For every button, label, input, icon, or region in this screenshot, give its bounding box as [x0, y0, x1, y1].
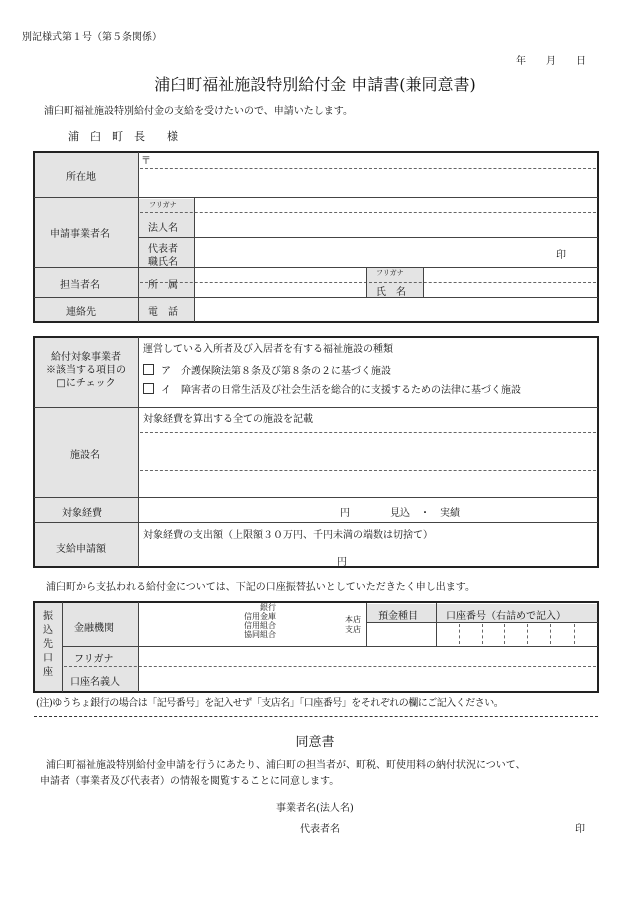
- rep-label: 代表者名: [300, 824, 340, 835]
- rep-name-field[interactable]: [196, 239, 536, 266]
- account-number-label: 口座番号（右詰めで記入）: [446, 611, 566, 622]
- furigana-holder-label: フリガナ: [74, 654, 114, 665]
- consent-seal: 印: [575, 824, 585, 835]
- corp-furigana-field[interactable]: [196, 199, 596, 211]
- target-label: 給付対象事業者 ※該当する項目の □にチェック: [46, 352, 126, 389]
- date-label: 年 月 日: [516, 56, 586, 67]
- address-field[interactable]: [196, 170, 596, 194]
- amount-note: 対象経費の支出額（上限額３０万円、千円未満の端数は切捨て）: [143, 530, 433, 541]
- facility-name-field[interactable]: [140, 434, 596, 496]
- rep-seal: 印: [556, 250, 566, 261]
- company-field[interactable]: [372, 797, 572, 813]
- contact-person-label: 担当者名: [60, 280, 100, 291]
- cost-unit: 円: [340, 508, 350, 519]
- company-label: 事業者名(法人名): [276, 803, 354, 814]
- amount-unit: 円: [337, 557, 347, 568]
- bank-name-field[interactable]: [140, 604, 234, 644]
- holder-furigana-field[interactable]: [140, 648, 596, 665]
- form-number: 別記様式第１号（第５条関係）: [22, 32, 162, 43]
- addressee: 浦 臼 町 長 様: [68, 130, 178, 143]
- address-label: 所在地: [66, 172, 96, 183]
- rep-field[interactable]: [372, 818, 562, 834]
- option-a-label: ア 介護保険法第８条及び第８条の２に基づく施設: [161, 366, 391, 377]
- person-name-label: 氏 名: [376, 287, 406, 298]
- applicant-label: 申請事業者名: [50, 229, 110, 240]
- branch-types: 本店 支店: [345, 615, 361, 634]
- amount-field[interactable]: [140, 541, 336, 565]
- account-number-field[interactable]: [438, 624, 596, 644]
- rep-title-label: 代表者: [148, 244, 178, 255]
- rep-name-label: 職氏名: [148, 257, 178, 268]
- facility-type-heading: 運営している入所者及び入居者を有する福祉施設の種類: [143, 344, 393, 355]
- consent-text-2: 申請者（事業者及び代表者）の情報を閲覧することに同意します。: [40, 776, 340, 787]
- furigana-label: フリガナ: [149, 201, 177, 209]
- option-a-row: [143, 362, 391, 377]
- facility-name-note: 対象経費を算出する全ての施設を記載: [143, 414, 313, 425]
- dept-field[interactable]: [196, 269, 364, 296]
- intro-text: 浦臼町福祉施設特別給付金の支給を受けたいので、申請いたします。: [44, 106, 353, 117]
- dept-label: 所 属: [148, 280, 178, 291]
- deposit-type-field[interactable]: [368, 624, 434, 644]
- furigana-label-2: フリガナ: [376, 269, 404, 277]
- option-i-row: [143, 381, 521, 396]
- corp-name-field[interactable]: [196, 214, 596, 236]
- bank-types: 銀行 信用金庫 信用組合 協同組合: [244, 603, 276, 639]
- bank-intro: 浦臼町から支払われる給付金については、下記の口座振替払いとしていただきたく申し出ます。: [46, 582, 475, 593]
- cost-label: 対象経費: [62, 508, 102, 519]
- option-a-checkbox[interactable]: [143, 364, 154, 375]
- branch-name-field[interactable]: [280, 604, 340, 644]
- holder-label: 口座名義人: [70, 677, 120, 688]
- consent-title: 同意書: [295, 735, 335, 750]
- bank-side-label: 振 込 先 口 座: [43, 611, 53, 678]
- facility-name-label: 施設名: [70, 450, 100, 461]
- postal-mark: 〒: [141, 156, 151, 167]
- institution-label: 金融機関: [74, 623, 114, 634]
- cost-options[interactable]: 見込 ・ 実績: [390, 508, 460, 519]
- page-title: 浦臼町福祉施設特別給付金 申請書(兼同意書): [154, 75, 476, 94]
- phone-label: 電 話: [148, 307, 178, 318]
- amount-label: 支給申請額: [56, 544, 106, 555]
- deposit-type-label: 預金種目: [378, 611, 418, 622]
- holder-field[interactable]: [140, 668, 596, 691]
- option-i-checkbox[interactable]: [143, 383, 154, 394]
- consent-text-1: 浦臼町福祉施設特別給付金申請を行うにあたり、浦臼町の担当者が、町税、町使用料の納付状況について、: [46, 760, 526, 771]
- cost-field[interactable]: [140, 499, 336, 521]
- corp-name-label: 法人名: [148, 223, 178, 234]
- separator: [34, 716, 598, 717]
- note: (注)ゆうちょ銀行の場合は「記号番号」を記入せず「支店名」「口座番号」をそれぞれの欄にご記入ください。: [36, 698, 504, 709]
- phone-field[interactable]: [196, 299, 596, 321]
- option-i-label: イ 障害者の日常生活及び社会生活を総合的に支援するための法律に基づく施設: [161, 385, 521, 396]
- person-name-field[interactable]: [425, 269, 596, 296]
- contact-label: 連絡先: [66, 307, 96, 318]
